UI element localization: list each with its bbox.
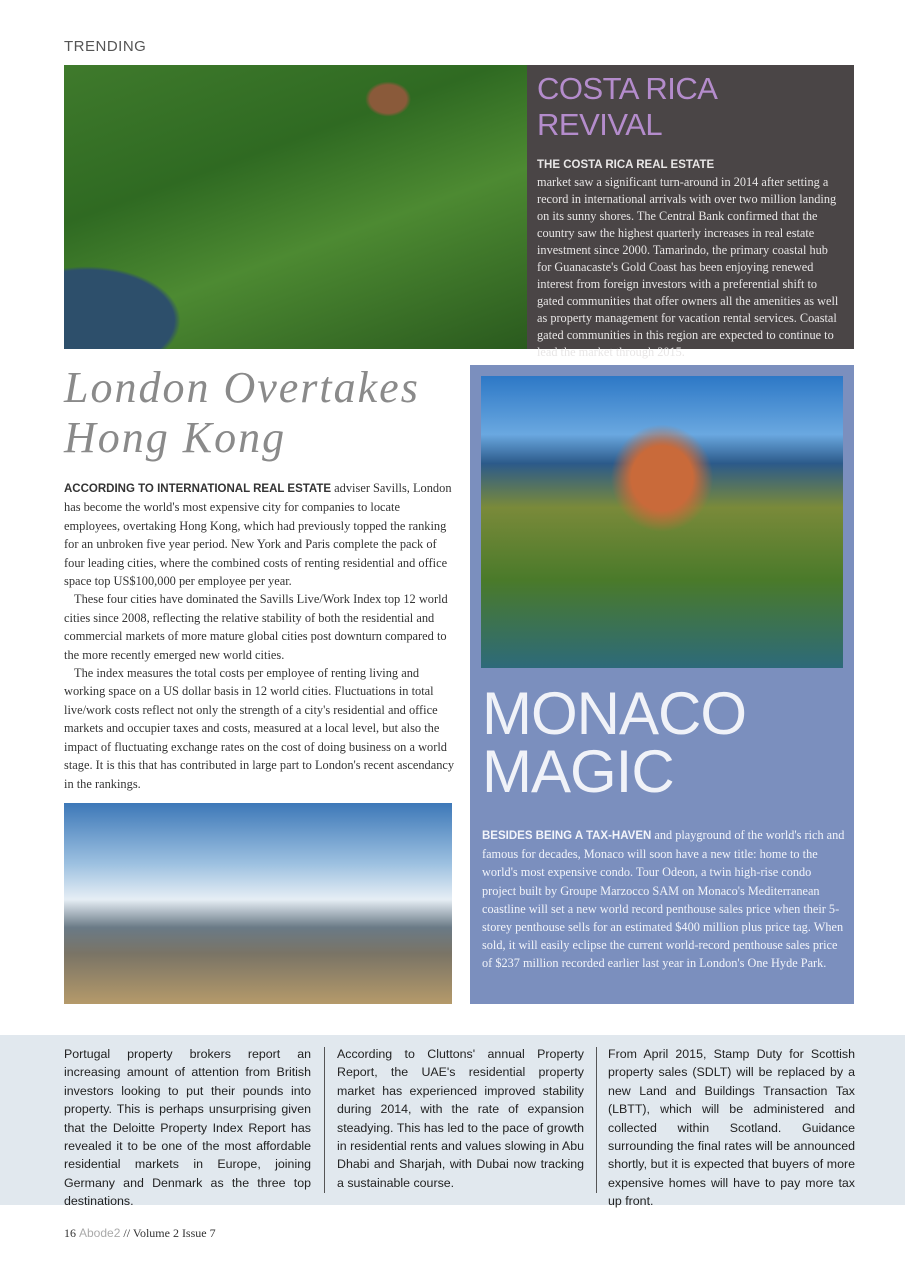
brief-scotland: From April 2015, Stamp Duty for Scottish property sales (SDLT) will be replaced by a new Land and Buildings Transaction Tax (LBTT), which will be administered and collected within Scotland. Guidance surrounding the final rates will be announced shortly, but it is expected that buyers of more expensive homes will have to pay more tax up front.: [608, 1047, 855, 1209]
monaco-lead: BESIDES BEING A TAX-HAVEN: [482, 830, 652, 842]
monaco-title-line2: MAGIC: [482, 738, 674, 805]
monaco-photo: [481, 376, 843, 668]
costa-rica-photo: [64, 65, 527, 349]
london-skyline-photo: [64, 803, 452, 1004]
london-p1: adviser Savills, London has become the world's most expensive city for companies to locate employees, overtaking Hong Kong, which had previously topped the ranking for an unbroken five year period. New York and Paris complete the pack of four leading cities, where the combined costs of renting residential and office space top US$100,000 per employee per year.: [64, 481, 452, 589]
magazine-brand: Abode2: [79, 1226, 121, 1240]
costa-rica-article: [527, 65, 854, 359]
issue-label: // Volume 2 Issue 7: [123, 1226, 216, 1240]
monaco-article: [470, 365, 854, 1004]
column-divider: [596, 1047, 597, 1193]
brief-portugal: Portugal property brokers report an increasing amount of attention from British investors looking to put their pounds into property. This is perhaps unsurprising given that the Deloitte Property Index Report has revealed it to be one of the most affordable residential markets in Europe, joining Germany and Denmark as the three top destinations.: [64, 1047, 311, 1209]
london-p3: The index measures the total costs per employee of renting living and working space on a US dollar basis in 12 world cities. Fluctuations in total live/work costs reflect not only the strength of a city's residential and office markets and occupier taxes and costs, measured at a local level, but also the impact of fluctuating exchange rates on the cost of doing business on a world stage. It is this that has contributed in large part to London's recent ascendancy in the rankings.: [64, 666, 455, 791]
page-number: 16: [64, 1226, 76, 1240]
costa-rica-lead: THE COSTA RICA REAL ESTATE: [537, 159, 715, 171]
news-briefs: [0, 1035, 905, 1209]
london-body: [64, 479, 455, 793]
brief-uae: According to Cluttons' annual Property Report, the UAE's residential property market has experienced improved stability during 2014, with the rate of expansion steadying. This has led to the pace of growth in residential rents and values slowing in Abu Dhabi and Sharjah, with Dubai now tracking a sustainable course.: [337, 1047, 584, 1190]
london-p2: These four cities have dominated the Savills Live/Work Index top 12 world cities since 2008, reflecting the relative stability of both the residential and commercial markets of more mature global cities post downturn compared to the more recently emerged new world cities.: [64, 592, 448, 662]
column-divider: [324, 1047, 325, 1193]
costa-rica-title: COSTA RICA REVIVAL: [537, 71, 716, 142]
london-lead: ACCORDING TO INTERNATIONAL REAL ESTATE: [64, 483, 332, 495]
monaco-body: [482, 826, 847, 973]
monaco-text: and playground of the world's rich and famous for decades, Monaco will soon have a new title: home to the world's most expensive condo. Tour Odeon, a twin high-rise condo project built by Groupe Marzocco SAM on Monaco's Mediterranean coastline will set a new world record penthouse sales price when their 5-storey penthouse sells for an estimated $400 million plus price tag. When sold, it will easily eclipse the current world-record penthouse sales price of $237 million recorded earlier last year in London's One Hyde Park.: [482, 828, 845, 971]
costa-rica-body: [537, 157, 844, 361]
monaco-title-line1: MONACO: [482, 680, 746, 747]
section-label: TRENDING: [64, 38, 147, 55]
london-title: London Overtakes Hong Kong: [64, 363, 420, 462]
monaco-title: [482, 680, 746, 805]
costa-rica-text: market saw a significant turn-around in 2014 after setting a record in international arrivals with over two million landing on its sunny shores. The Central Bank confirmed that the country saw the highest quarterly increases in real estate investment since 2000. Tamarindo, the primary coastal hub for Guanacaste's Gold Coast has been enjoying renewed interest from foreign investors with a preferential shift to gated communities that offer owners all the amenities as well as property management for vacation rental services. Coastal gated communities in this region are expected to continue to lead the market through 2015.: [537, 175, 839, 359]
page-footer: [64, 1226, 216, 1241]
